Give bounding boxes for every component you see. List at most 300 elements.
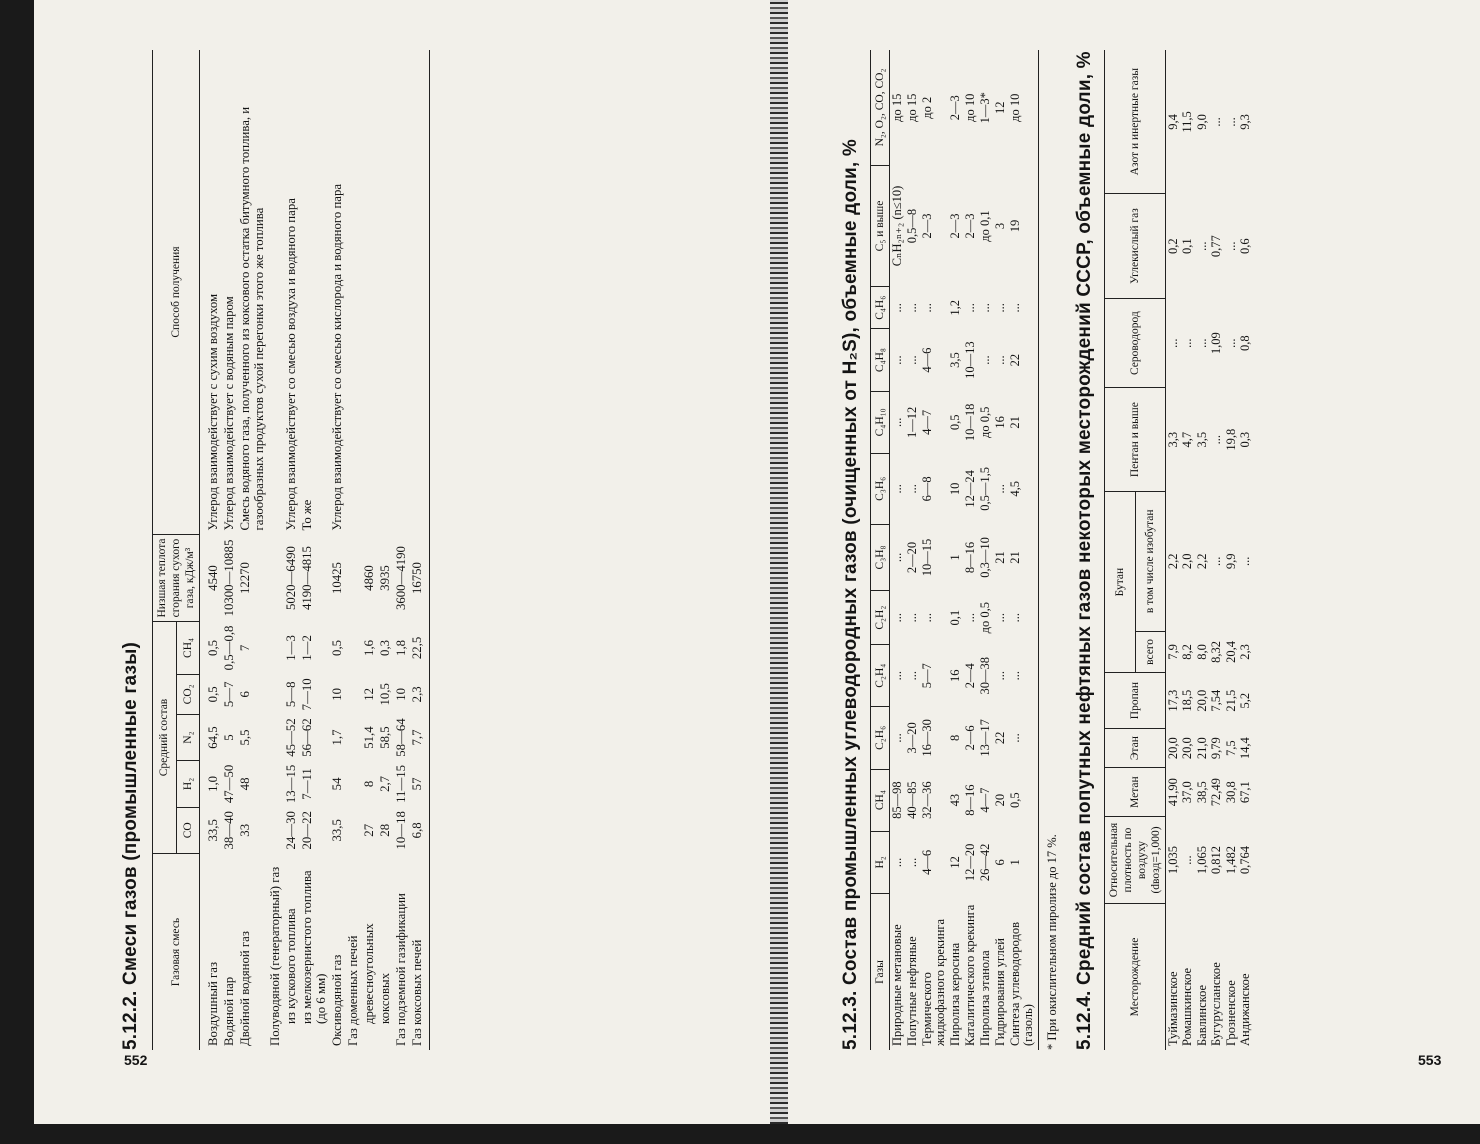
cell-value: ... xyxy=(963,612,977,623)
cell-value: ... xyxy=(993,303,1007,313)
cell-value: 26—42 xyxy=(978,843,992,882)
cell-value: ... xyxy=(1223,338,1238,348)
cell-value: ... xyxy=(1180,338,1195,348)
col-pentane: Пентан и выше xyxy=(1105,388,1166,492)
cell-value: 0,3—10 xyxy=(978,537,992,578)
row-gas-name: Двойной водяной газ xyxy=(238,931,252,1046)
cell-value: 1,482 xyxy=(1223,845,1238,875)
cell-value: 6 xyxy=(993,859,1007,866)
cell-method: Углерод взаимодействует с водяным паром xyxy=(222,296,236,531)
cell-value: 12—24 xyxy=(963,470,977,508)
row-gas-name: Гидрирования углей xyxy=(993,938,1007,1046)
cell-comp-value: 7—10 xyxy=(300,678,314,711)
cell-value: 21,0 xyxy=(1194,737,1209,760)
cell-value: 12 xyxy=(948,856,962,869)
cell-comp-value: 1,6 xyxy=(362,639,376,656)
table-row xyxy=(221,50,237,1050)
cell-comp-value xyxy=(267,622,283,675)
cell-comp-value: 24—30 xyxy=(284,811,298,850)
cell-value: 2,2 xyxy=(1166,553,1180,570)
cell-value: 3,5 xyxy=(948,352,962,368)
table-row xyxy=(948,50,963,1050)
table-row xyxy=(409,50,425,1050)
cell-value: до 0,5 xyxy=(978,406,992,438)
cell-comp-value: 56—62 xyxy=(300,718,314,757)
cell-value: 4—6 xyxy=(920,347,934,373)
cell-value: ... xyxy=(890,857,904,868)
cell-value: 2—20 xyxy=(905,541,919,574)
cell-value: ... xyxy=(993,671,1007,681)
cell-heat-value xyxy=(267,535,283,622)
row-gas-name: Термического жидкофазного крекинга xyxy=(920,918,947,1046)
row-field-name: Ромашкинское xyxy=(1180,967,1195,1046)
cell-comp-value: 64,5 xyxy=(206,726,220,749)
cell-value: ... xyxy=(890,303,904,313)
cell-value: до 2 xyxy=(920,96,934,119)
col-comp-3: CO₂ xyxy=(176,674,200,714)
col-ethane: Этан xyxy=(1105,729,1166,768)
cell-value: 1,035 xyxy=(1166,845,1180,875)
row-gas-name: Пиролиза керосина xyxy=(948,942,962,1046)
row-gas-name: Каталитического крекинга xyxy=(963,904,977,1046)
cell-comp-value: 10,5 xyxy=(378,683,392,706)
cell-method xyxy=(345,50,361,535)
cell-value: 10 xyxy=(948,482,962,496)
cell-heat-value: 4860 xyxy=(362,565,376,591)
cell-value: 12 xyxy=(993,101,1007,114)
cell-value: ... xyxy=(1209,556,1224,566)
cell-comp-value: 6 xyxy=(238,691,252,698)
cell-comp-value: 33 xyxy=(238,823,252,837)
col-gas-mixture: Газовая смесь xyxy=(153,854,200,1051)
cell-value: 2—3 xyxy=(963,213,977,239)
cell-value: ... xyxy=(890,355,904,365)
cell-value: 2,0 xyxy=(1180,553,1195,570)
cell-comp-value: 54 xyxy=(330,777,344,791)
cell-value: 20,0 xyxy=(1180,737,1195,760)
col-carbon-dioxide: Углекислый газ xyxy=(1105,194,1166,299)
cell-comp-value: 1—2 xyxy=(300,635,314,661)
cell-value: ... xyxy=(1209,434,1224,445)
col-component-10: C₅ и выше xyxy=(871,165,890,286)
cell-value: 4—7 xyxy=(920,409,934,435)
row-field-name: Андижанское xyxy=(1238,973,1253,1046)
cell-value: 21 xyxy=(1008,551,1022,564)
cell-value: ... xyxy=(905,857,919,868)
cell-value: ... xyxy=(905,303,919,313)
cell-value: 0,812 xyxy=(1209,845,1224,875)
cell-value: 19 xyxy=(1008,219,1022,233)
cell-value: 16 xyxy=(993,416,1007,429)
cell-comp-value: 20—22 xyxy=(300,811,314,850)
table-row xyxy=(890,50,906,1050)
cell-comp-value: 22,5 xyxy=(410,636,424,660)
gas-mixtures-table xyxy=(152,50,425,1050)
col-field: Месторождение xyxy=(1105,904,1166,1051)
cell-comp-value xyxy=(267,714,283,760)
cell-value: ... xyxy=(1209,117,1224,127)
cell-value: 9,3 xyxy=(1238,114,1253,130)
row-field-name: Туймазинское xyxy=(1166,971,1180,1046)
cell-value: 0,8 xyxy=(1238,335,1253,351)
row-gas-name: Пиролиза этанола xyxy=(978,950,992,1046)
cell-heat-value: 3935 xyxy=(378,565,392,591)
right-page-content xyxy=(840,30,1460,1050)
cell-method: Углерод взаимодействует со смесью воздуха и водяного пара xyxy=(284,198,298,531)
cell-value: 0,5—8 xyxy=(905,208,919,244)
cell-value: 18,5 xyxy=(1180,689,1195,712)
cell-value: 22 xyxy=(1008,353,1022,367)
cell-comp-value: 11—15 xyxy=(394,764,408,803)
cell-value: до 10 xyxy=(963,93,977,122)
row-gas-name: Оксиводяной газ xyxy=(330,954,344,1046)
cell-comp-value: 1,8 xyxy=(394,639,408,656)
cell-comp-value: 10 xyxy=(394,687,408,701)
col-butane-iso: в том числе изобутан xyxy=(1135,491,1166,631)
cell-value: 2—4 xyxy=(963,663,977,689)
cell-comp-value: 51,4 xyxy=(362,726,376,749)
cell-value: 10—18 xyxy=(963,403,977,442)
cell-value: 8 xyxy=(948,734,962,742)
cell-comp-value: 5 xyxy=(222,734,236,741)
cell-value: ... xyxy=(890,484,904,494)
cell-method xyxy=(361,50,377,535)
cell-value: 0,5—1,5 xyxy=(978,466,992,511)
cell-value: 9,0 xyxy=(1194,114,1209,130)
cell-value: 22 xyxy=(993,731,1007,745)
cell-value: 0,77 xyxy=(1209,235,1224,258)
cell-value: 7,5 xyxy=(1223,740,1238,756)
cell-comp-value: 7,7 xyxy=(410,729,424,746)
cell-heat-value: 4190—4815 xyxy=(300,546,314,611)
cell-value: ... xyxy=(905,612,919,623)
col-hydrogen-sulfide: Сероводород xyxy=(1105,298,1166,387)
col-butane-total: всего xyxy=(1135,631,1166,673)
cell-value: 8,32 xyxy=(1209,640,1224,663)
col-component-9: C₄H₆ xyxy=(871,287,890,329)
cell-comp-value: 0,5—0,8 xyxy=(222,625,236,671)
section-title-5-12-3: 5.12.3. Состав промышленных углеводородных газов (очищенных от H₂S), объемные доли, % xyxy=(840,139,861,1050)
cell-comp-value: 6,8 xyxy=(410,822,424,839)
col-component-1: CH₄ xyxy=(871,769,890,831)
cell-value: 67,1 xyxy=(1238,781,1253,804)
table-row xyxy=(1238,50,1252,1050)
cell-comp-value: 2,7 xyxy=(378,775,392,792)
row-gas-name: коксовых xyxy=(378,973,392,1024)
cell-value: ... xyxy=(890,733,904,743)
col-component-2: C₂H₆ xyxy=(871,707,890,769)
cell-value: 0,1 xyxy=(948,609,962,626)
table-row xyxy=(299,50,329,1050)
cell-value: ... xyxy=(905,484,919,494)
cell-comp-value: 1,7 xyxy=(330,729,344,746)
cell-value: 1,065 xyxy=(1194,845,1209,875)
cell-value: 1,2 xyxy=(948,299,962,316)
cell-value: 12—20 xyxy=(963,843,977,882)
cell-comp-value: 58—64 xyxy=(394,718,408,757)
cell-value: 10—13 xyxy=(963,341,977,379)
cell-heat-value xyxy=(345,535,361,622)
col-comp-1: H₂ xyxy=(176,761,200,807)
cell-value: до 0,5 xyxy=(978,601,992,634)
col-gases: Газы xyxy=(871,894,890,1051)
cell-value: ... xyxy=(978,355,992,365)
cell-value: 43 xyxy=(948,793,962,807)
col-component-4: C₂H₂ xyxy=(871,591,890,645)
cell-comp-value: 48 xyxy=(238,777,252,791)
cell-value: 0,5 xyxy=(948,414,962,431)
cell-heat-value: 5020—6490 xyxy=(284,546,298,611)
table-row xyxy=(377,50,393,1050)
cell-value: ... xyxy=(993,355,1007,365)
col-component-6: C₃H₆ xyxy=(871,453,890,524)
col-group-butane: Бутан xyxy=(1105,491,1136,672)
cell-comp-value: 12 xyxy=(362,687,376,701)
cell-comp-value: 47—50 xyxy=(222,764,236,804)
page-number-right: 553 xyxy=(1418,1052,1442,1068)
cell-value: 0,764 xyxy=(1238,845,1253,875)
cell-value: 30—38 xyxy=(978,656,992,695)
table-row xyxy=(1224,50,1238,1050)
cell-value: 14,4 xyxy=(1238,737,1253,760)
cell-value: ... xyxy=(1223,241,1238,251)
cell-method: Углерод взаимодействует со смесью кислорода и водяного пара xyxy=(330,183,344,531)
cell-value: 3 xyxy=(993,222,1007,230)
cell-value: 1,09 xyxy=(1209,332,1224,355)
cell-comp-value: 1—3 xyxy=(284,635,298,661)
table-row xyxy=(329,50,345,1050)
cell-value: 0,6 xyxy=(1238,238,1253,254)
cell-value: 10—15 xyxy=(920,538,934,577)
cell-value: 8,2 xyxy=(1180,644,1195,660)
cell-heat-value: 12270 xyxy=(238,562,252,595)
cell-value: ... xyxy=(963,303,977,313)
row-gas-name: из мелкозернистого топлива (до 6 мм) xyxy=(300,870,328,1024)
cell-value: 21,5 xyxy=(1223,689,1238,712)
col-component-3: C₂H₄ xyxy=(871,645,890,707)
cell-value: 16 xyxy=(948,669,962,682)
cell-comp-value: 13—15 xyxy=(284,764,298,804)
cell-comp-value: 5—8 xyxy=(284,681,298,708)
col-nitrogen-inert: Азот и инертные газы xyxy=(1105,50,1166,194)
cell-comp-value: 38—40 xyxy=(222,811,236,850)
cell-heat-value: 10425 xyxy=(330,562,344,595)
cell-comp-value xyxy=(345,714,361,760)
table-row xyxy=(267,50,283,1050)
table-row xyxy=(361,50,377,1050)
table-row xyxy=(1195,50,1209,1050)
cell-value: 20,0 xyxy=(1194,689,1209,712)
row-gas-name: Попутные нефтяные xyxy=(905,936,919,1046)
row-field-name: Бавлинское xyxy=(1194,984,1209,1046)
cell-value: 40—85 xyxy=(905,781,919,819)
cell-method xyxy=(393,50,409,535)
footnote-oxidative-pyrolysis: * При окислительном пиролизе до 17 %. xyxy=(1045,834,1059,1050)
cell-value: 3—20 xyxy=(905,722,919,754)
cell-value: 72,49 xyxy=(1209,778,1224,807)
cell-value: 38,5 xyxy=(1194,781,1209,804)
cell-value: 37,0 xyxy=(1180,781,1195,804)
cell-value: 4,5 xyxy=(1008,481,1022,497)
cell-value: 2—6 xyxy=(963,725,977,751)
cell-value: 0,1 xyxy=(1180,238,1195,254)
cell-value: 20,4 xyxy=(1223,640,1238,663)
cell-value: 85—98 xyxy=(890,781,904,819)
row-gas-name: из кускового топлива xyxy=(284,908,298,1024)
cell-value: 21 xyxy=(993,551,1007,564)
cell-value: 32—36 xyxy=(920,781,934,819)
cell-comp-value: 0,5 xyxy=(206,686,220,703)
cell-value: 13—17 xyxy=(978,719,992,757)
table-row xyxy=(963,50,978,1050)
cell-method: Углерод взаимодействует с сухим воздухом xyxy=(206,293,220,531)
cell-comp-value: 2,3 xyxy=(410,686,424,703)
cell-value: ... xyxy=(993,612,1007,623)
cell-value: ... xyxy=(890,417,904,427)
cell-value: 5—7 xyxy=(920,663,934,689)
col-component-5: C₃H₈ xyxy=(871,524,890,591)
cell-comp-value: 5,5 xyxy=(238,729,252,746)
cell-comp-value xyxy=(267,807,283,853)
cell-value: ... xyxy=(890,552,904,563)
row-field-name: Бугурусланское xyxy=(1209,962,1224,1046)
col-group-average-composition: Средний состав xyxy=(153,622,177,854)
cell-value: 2,3 xyxy=(1238,644,1253,660)
cell-value: до 15 xyxy=(890,93,904,122)
cell-method xyxy=(267,50,283,535)
col-component-8: C₄H₈ xyxy=(871,329,890,391)
col-propane: Пропан xyxy=(1105,673,1166,729)
cell-value: ... xyxy=(905,671,919,681)
cell-value: ... xyxy=(1166,338,1180,348)
cell-comp-value xyxy=(345,807,361,853)
cell-comp-value: 45—52 xyxy=(284,718,298,757)
row-gas-name: Синтеза углеводородов (газоль) xyxy=(1008,922,1035,1046)
cell-value: ... xyxy=(1008,612,1022,623)
section-title-5-12-4: 5.12.4. Средний состав попутных нефтяных газов некоторых месторождений СССР, объемные доли, % xyxy=(1074,51,1095,1050)
row-gas-name: Газ коксовых печей xyxy=(410,939,424,1046)
cell-comp-value: 7—11 xyxy=(300,768,314,800)
cell-comp-value: 33,5 xyxy=(206,819,220,842)
cell-value: 8,0 xyxy=(1194,644,1209,660)
cell-value: 0,2 xyxy=(1166,238,1180,254)
cell-value: 8—16 xyxy=(963,541,977,574)
col-relative-density: Относительная плотность по воздуху (dвозд=1,000) xyxy=(1105,817,1166,904)
hydrocarbon-gases-table xyxy=(870,50,1036,1050)
table-row xyxy=(905,50,920,1050)
cell-value: до 0,1 xyxy=(978,210,992,242)
table-row xyxy=(237,50,267,1050)
cell-value: CₙH₂ₙ₊₂ (n≤10) xyxy=(890,185,904,267)
cell-value: ... xyxy=(905,355,919,365)
cell-value: 7,54 xyxy=(1209,689,1224,712)
cell-value: 4—7 xyxy=(978,787,992,813)
table-row xyxy=(345,50,361,1050)
cell-value: 9,79 xyxy=(1209,737,1224,760)
cell-comp-value: 28 xyxy=(378,823,392,837)
cell-method: То же xyxy=(300,499,314,531)
cell-value: 17,3 xyxy=(1166,689,1180,712)
cell-value: 16—30 xyxy=(920,719,934,757)
associated-gases-table xyxy=(1104,50,1252,1050)
cell-value: 2—3 xyxy=(948,213,962,239)
row-gas-name: древесноугольных xyxy=(362,923,376,1024)
section-title-5-12-2: 5.12.2. Смеси газов (промышленные газы) xyxy=(120,641,141,1050)
cell-comp-value: 1,0 xyxy=(206,775,220,792)
cell-value: ... xyxy=(890,671,904,681)
cell-value: ... xyxy=(993,484,1007,494)
cell-comp-value: 10 xyxy=(330,687,344,701)
col-comp-4: CH₄ xyxy=(176,622,200,675)
col-heat-value: Низшая теплота сгорания сухого газа, кДж/м³ xyxy=(153,535,200,622)
table-row xyxy=(1180,50,1194,1050)
col-comp-0: CO xyxy=(176,807,200,853)
table-row xyxy=(920,50,948,1050)
cell-value: 2—3 xyxy=(920,213,934,239)
cell-value: ... xyxy=(1008,671,1022,681)
cell-comp-value xyxy=(267,761,283,807)
cell-value: 3,5 xyxy=(1194,431,1209,448)
cell-comp-value: 57 xyxy=(410,777,424,791)
cell-value: 8—16 xyxy=(963,784,977,816)
cell-method: Смесь водяного газа, полученного из коксового остатка битумного топлива, и газообразных продуктов сухой перегонки этого же топлива xyxy=(238,106,266,531)
cell-value: 21 xyxy=(1008,416,1022,429)
col-component-11: N₂, O₂, CO, CO₂ xyxy=(871,50,890,165)
cell-value: ... xyxy=(890,612,904,623)
table-row xyxy=(283,50,299,1050)
row-gas-name: Водяной пар xyxy=(222,976,236,1046)
table-row xyxy=(200,50,222,1050)
cell-value: ... xyxy=(1180,855,1195,865)
cell-value: 1 xyxy=(1008,859,1022,866)
row-gas-name: Полуводяной (генераторный) газ xyxy=(268,866,282,1046)
cell-value: ... xyxy=(1238,556,1253,566)
cell-value: ... xyxy=(1008,303,1022,313)
cell-value: ... xyxy=(978,303,992,313)
cell-comp-value xyxy=(345,622,361,675)
table-row xyxy=(1008,50,1036,1050)
cell-comp-value: 5—7 xyxy=(222,681,236,708)
cell-comp-value: 0,3 xyxy=(378,639,392,656)
cell-comp-value: 7 xyxy=(238,644,252,652)
cell-comp-value xyxy=(345,674,361,714)
cell-value: 4—6 xyxy=(920,849,934,875)
cell-value: 41,90 xyxy=(1166,778,1180,807)
row-field-name: Грозненское xyxy=(1223,980,1238,1046)
cell-value: ... xyxy=(1194,338,1209,348)
cell-value: до 10 xyxy=(1008,93,1022,122)
col-component-7: C₄H₁₀ xyxy=(871,391,890,453)
cell-comp-value: 8 xyxy=(362,780,376,788)
left-page-content xyxy=(120,30,720,1050)
page-number-left: 552 xyxy=(124,1052,148,1068)
cell-value: ... xyxy=(1223,117,1238,127)
col-component-0: H₂ xyxy=(871,831,890,893)
cell-method xyxy=(377,50,393,535)
cell-value: 11,5 xyxy=(1180,111,1195,133)
table-row xyxy=(1209,50,1223,1050)
col-methane: Метан xyxy=(1105,768,1166,817)
col-production-method: Способ получения xyxy=(153,50,200,535)
cell-value: ... xyxy=(1194,241,1209,251)
col-comp-2: N₂ xyxy=(176,714,200,760)
table-row xyxy=(1166,50,1181,1050)
cell-value: 0,3 xyxy=(1238,431,1253,448)
cell-comp-value xyxy=(267,674,283,714)
cell-value: 9,9 xyxy=(1223,553,1238,570)
cell-value: 0,5 xyxy=(1008,792,1022,808)
cell-value: 7,9 xyxy=(1166,644,1180,660)
